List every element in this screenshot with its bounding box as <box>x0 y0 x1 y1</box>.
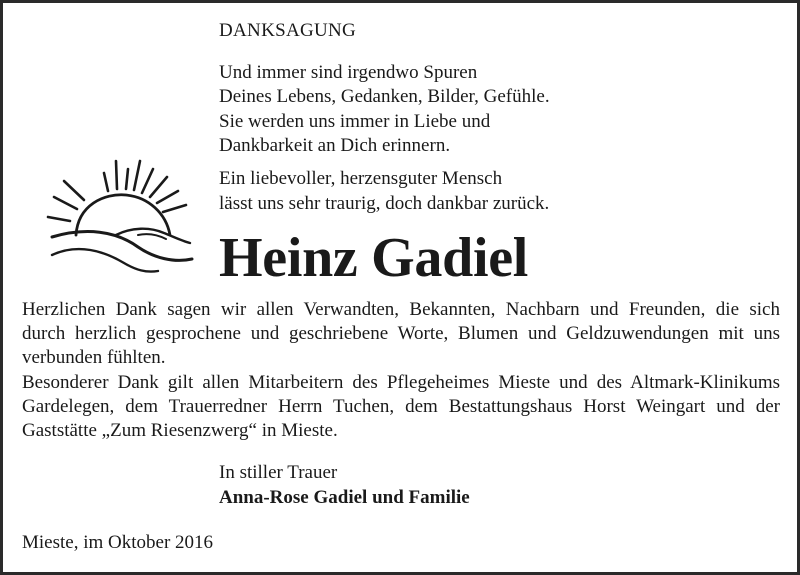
poem <box>219 61 550 158</box>
sun-ray <box>116 161 117 189</box>
sun-ray <box>157 191 178 203</box>
sun-ray <box>104 173 108 191</box>
poem-line: Deines Lebens, Gedanken, Bilder, Gefühle. <box>219 86 550 108</box>
thanks-line: Gardelegen, dem Trauerredner Herrn Tuchen, dem Bestattungshaus Horst Weingart und der <box>22 395 780 417</box>
signature-family: Anna-Rose Gadiel und Familie <box>219 487 470 508</box>
sun-ray <box>134 161 140 190</box>
hill-shade <box>138 234 166 239</box>
poem-line: Sie werden uns immer in Liebe und <box>219 110 491 132</box>
tagline-line: Ein liebevoller, herzensguter Mensch <box>219 168 503 189</box>
sun-ray <box>163 205 186 212</box>
thanks-line: Gaststätte „Zum Riesenzwerg“ in Mieste. <box>22 420 338 442</box>
tagline <box>219 167 549 216</box>
hill-middle <box>52 249 158 272</box>
deceased-name: Heinz Gadiel <box>219 227 529 289</box>
sun-ray <box>54 197 77 209</box>
notice-heading: DANKSAGUNG <box>219 20 357 41</box>
thanks-line: durch herzlich gesprochene und geschriebene Worte, Blumen und Geldzuwendungen mit uns <box>22 323 780 345</box>
signature-intro: In stiller Trauer <box>219 462 338 483</box>
thanks-line: verbunden fühlten. <box>22 347 166 369</box>
poem-line: Und immer sind irgendwo Spuren <box>219 62 478 83</box>
sun-ray <box>64 181 84 200</box>
thanks-line: Besonderer Dank gilt allen Mitarbeitern des Pflegeheimes Mieste und des Altmark-Klinikums <box>22 371 780 393</box>
sun-ray <box>150 177 167 197</box>
sun-disc <box>76 195 170 235</box>
setting-sun-over-hills-icon <box>46 155 194 280</box>
thanks-line: Herzlichen Dank sagen wir allen Verwandten, Bekannten, Nachbarn und Freunden, die sich <box>22 299 780 320</box>
place-date: Mieste, im Oktober 2016 <box>22 532 214 553</box>
sun-ray <box>126 169 128 189</box>
sun-rays <box>48 161 186 221</box>
signature <box>219 460 470 510</box>
sun-ray <box>142 169 153 193</box>
tagline-line: lässt uns sehr traurig, doch dankbar zurück. <box>219 192 550 214</box>
thanks-paragraph <box>22 298 780 443</box>
poem-line: Dankbarkeit an Dich erinnern. <box>219 134 451 156</box>
sun-ray <box>48 217 70 221</box>
